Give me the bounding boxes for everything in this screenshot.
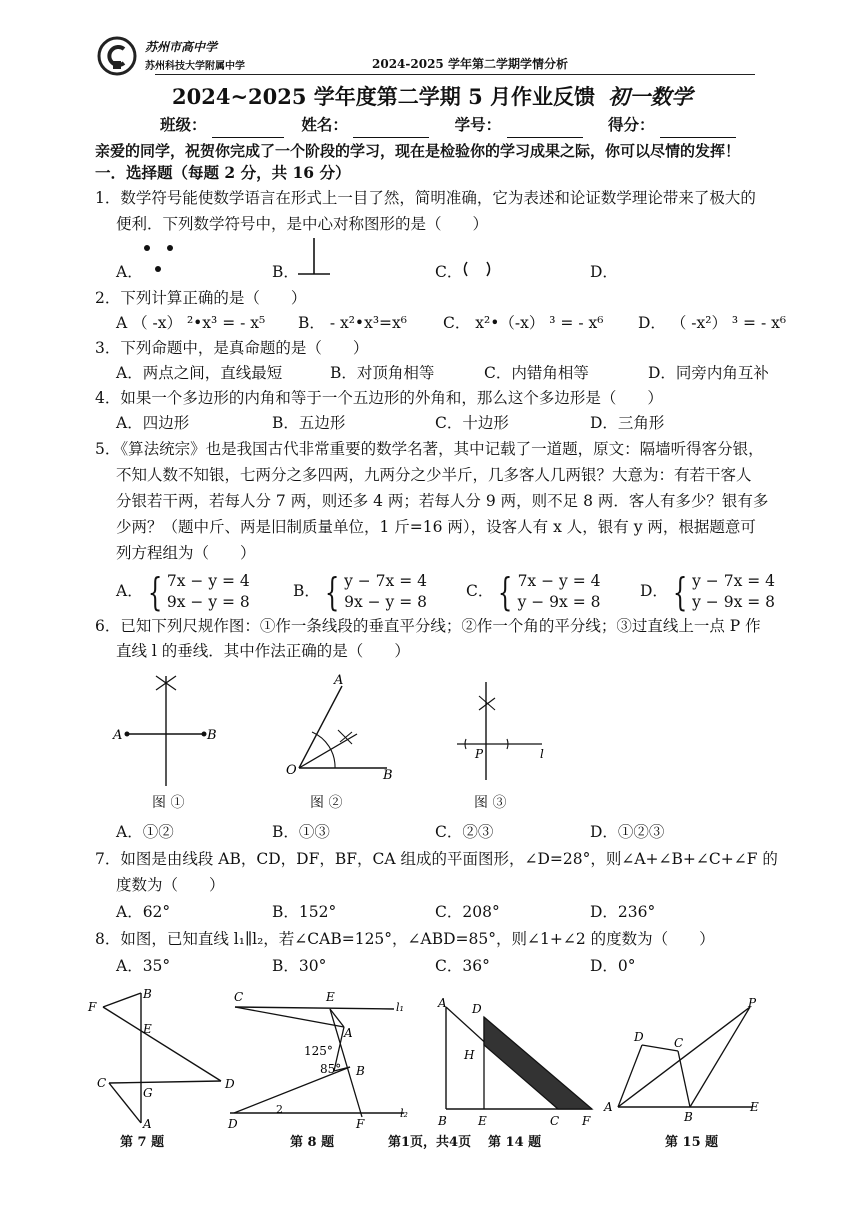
- q7-option-c[interactable]: C．208°: [435, 903, 500, 921]
- svg-text:A: A: [604, 1100, 613, 1114]
- q6-fig2-caption: 图 ②: [310, 795, 343, 811]
- q5-d-eq2: y − 9x = 8: [692, 593, 776, 611]
- header-rule: [155, 74, 755, 75]
- q3-option-d[interactable]: D．同旁内角互补: [648, 364, 769, 382]
- svg-text:E: E: [143, 1022, 152, 1036]
- q7-option-b[interactable]: B．152°: [272, 903, 337, 921]
- svg-text:B: B: [383, 768, 393, 783]
- q5-stem-2: 不知人数不知银，七两分之多四两，九两分之少半斤，几多客人几两银？大意为：有若干客人: [116, 466, 752, 484]
- q5-stem-4: 少两？（题中斤、两是旧制质量单位，1 斤=16 两），设客人有 x 人，银有 y 两，根据题意可: [116, 518, 756, 536]
- svg-text:O: O: [286, 763, 297, 778]
- svg-text:B: B: [438, 1114, 447, 1128]
- q7-option-a[interactable]: A．62°: [116, 903, 171, 921]
- q6-figure-3: [452, 668, 562, 793]
- svg-text:E: E: [750, 1100, 759, 1114]
- q2-stem: 2．下列计算正确的是（ ）: [95, 289, 307, 307]
- svg-text:l₂: l₂: [400, 1107, 408, 1120]
- figure-q15: [600, 995, 770, 1130]
- running-title: 2024-2025 学年第二学期学情分析: [372, 57, 568, 71]
- figure-q14-caption: 第 14 题: [488, 1135, 542, 1150]
- q5-stem-3: 分银若干两，若每人分 7 两，则还多 4 两；若每人分 9 两，则不足 8 两．客人有多少？银有多: [116, 492, 769, 510]
- class-label: 班级：: [160, 115, 207, 134]
- q5-a-label: A．: [116, 582, 143, 600]
- q3-stem: 3．下列命题中，是真命题的是（ ）: [95, 339, 369, 357]
- q1-option-b[interactable]: B．: [272, 263, 299, 281]
- q1-option-a[interactable]: A．: [116, 263, 143, 281]
- q1-stem-2: 便利．下列数学符号中，是中心对称图形的是（ ）: [116, 215, 489, 233]
- q7-option-d[interactable]: D．236°: [590, 903, 656, 921]
- student-fields: [160, 112, 736, 138]
- page-number: 第1页，共4页: [388, 1135, 472, 1150]
- svg-text:2: 2: [276, 1103, 283, 1116]
- svg-text:E: E: [326, 990, 335, 1004]
- svg-text:A: A: [334, 673, 344, 688]
- q6-option-a[interactable]: A．①②: [116, 823, 174, 841]
- svg-text:B: B: [143, 987, 152, 1001]
- figure-q14: [432, 993, 602, 1133]
- svg-text:H: H: [464, 1048, 475, 1062]
- svg-text:85°: 85°: [320, 1062, 342, 1076]
- svg-text:A: A: [438, 996, 447, 1010]
- q3-option-a[interactable]: A．两点之间，直线最短: [116, 364, 283, 382]
- q8-option-c[interactable]: C．36°: [435, 957, 490, 975]
- svg-text:B: B: [356, 1064, 365, 1078]
- svg-text:A: A: [344, 1026, 353, 1040]
- q4-option-b[interactable]: B．五边形: [272, 414, 346, 432]
- subject-text: 初一数学: [608, 84, 693, 109]
- q2-option-c[interactable]: C． x²•（-x） ³ = - x⁶: [443, 314, 604, 332]
- class-field[interactable]: [212, 119, 284, 138]
- q8-stem: 8．如图，已知直线 l₁∥l₂，若∠CAB=125°，∠ABD=85°，则∠1+∠2 的度数为（ ）: [95, 930, 715, 948]
- q6-fig3-caption: 图 ③: [474, 795, 507, 811]
- q4-option-c[interactable]: C．十边形: [435, 414, 509, 432]
- q6-option-c[interactable]: C．②③: [435, 823, 494, 841]
- q4-option-a[interactable]: A．四边形: [116, 414, 190, 432]
- q5-option-b[interactable]: B． { y − 7x = 4 9x − y = 8: [293, 570, 427, 614]
- figure-q8-caption: 第 8 题: [290, 1135, 335, 1150]
- q4-stem: 4．如果一个多边形的内角和等于一个五边形的外角和，那么这个多边形是（ ）: [95, 389, 663, 407]
- school-name: 苏州市高中学: [145, 40, 218, 54]
- figure-q7-caption: 第 7 题: [120, 1135, 165, 1150]
- q5-c-label: C．: [466, 582, 494, 600]
- q6-stem-1: 6．已知下列尺规作图：①作一条线段的垂直平分线；②作一个角的平分线；③过直线上一点 P 作: [95, 617, 761, 635]
- q2-option-d[interactable]: D． （ -x²） ³ = - x⁶: [638, 314, 787, 332]
- q5-stem-1: 5．《算法统宗》也是我国古代非常重要的数学名著，其中记载了一道题，原文：隔墙听得客分银，: [95, 440, 764, 458]
- svg-text:G: G: [143, 1086, 153, 1100]
- svg-text:P: P: [475, 747, 484, 761]
- svg-text:l₁: l₁: [396, 1001, 404, 1014]
- q8-option-a[interactable]: A．35°: [116, 957, 171, 975]
- q6-figure-2: [282, 668, 402, 793]
- school-logo: [97, 36, 137, 76]
- figure-q15-caption: 第 15 题: [665, 1135, 719, 1150]
- q5-a-eq2: 9x − y = 8: [166, 593, 250, 611]
- q8-option-b[interactable]: B．30°: [272, 957, 327, 975]
- q5-stem-5: 列方程组为（ ）: [116, 544, 256, 562]
- q6-option-b[interactable]: B．①③: [272, 823, 330, 841]
- svg-text:A: A: [113, 728, 123, 743]
- q1-option-c[interactable]: C．: [435, 263, 463, 281]
- svg-text:D: D: [228, 1117, 238, 1131]
- q2-option-b[interactable]: B． - x²•x³=x⁶: [298, 314, 407, 332]
- q5-option-d[interactable]: D． { y − 7x = 4 y − 9x = 8: [640, 570, 776, 614]
- perpendicular-symbol-icon: [294, 236, 334, 278]
- svg-text:F: F: [582, 1114, 591, 1128]
- svg-text:125°: 125°: [304, 1044, 333, 1058]
- q6-stem-2: 直线 l 的垂线．其中作法正确的是（ ）: [116, 642, 410, 660]
- page-title: [172, 82, 692, 112]
- intro-text: 亲爱的同学，祝贺你完成了一个阶段的学习，现在是检验你的学习成果之际，你可以尽情的发挥！: [95, 142, 741, 160]
- q8-option-d[interactable]: D．0°: [590, 957, 636, 975]
- q3-option-c[interactable]: C．内错角相等: [484, 364, 589, 382]
- svg-text:F: F: [88, 1000, 97, 1014]
- q5-b-label: B．: [293, 582, 320, 600]
- q5-c-eq1: 7x − y = 4: [517, 572, 601, 590]
- therefore-symbol-icon: [138, 240, 178, 276]
- name-label: 姓名：: [301, 115, 348, 134]
- q5-d-eq1: y − 7x = 4: [692, 572, 776, 590]
- score-label: 得分：: [607, 115, 655, 134]
- q5-a-eq1: 7x − y = 4: [166, 572, 250, 590]
- q3-option-b[interactable]: B．对顶角相等: [330, 364, 435, 382]
- svg-text:D: D: [225, 1077, 235, 1091]
- q1-stem-1: 1．数学符号能使数学语言在形式上一目了然，简明准确，它为表述和论证数学理论带来了极大的: [95, 189, 756, 207]
- svg-text:A: A: [143, 1117, 152, 1130]
- name-field[interactable]: [353, 119, 429, 138]
- svg-text:C: C: [234, 990, 244, 1004]
- q7-stem-2: 度数为（ ）: [116, 876, 225, 894]
- svg-text:F: F: [356, 1117, 365, 1131]
- svg-text:C: C: [550, 1114, 560, 1128]
- q7-stem-1: 7．如图是由线段 AB，CD，DF，BF，CA 组成的平面图形，∠D=28°，则∠A+∠B+∠C+∠F 的: [95, 850, 778, 868]
- school-subname: 苏州科技大学附属中学: [145, 61, 245, 72]
- svg-text:D: D: [634, 1030, 644, 1044]
- q1-option-d[interactable]: D．: [590, 263, 618, 281]
- section-heading: 一．选择题（每题 2 分，共 16 分）: [95, 163, 351, 182]
- figure-q8: [222, 985, 422, 1135]
- q4-option-d[interactable]: D．三角形: [590, 414, 665, 432]
- q6-fig1-caption: 图 ①: [152, 795, 185, 811]
- q5-d-label: D．: [640, 582, 668, 600]
- svg-text:C: C: [97, 1076, 107, 1090]
- svg-text:C: C: [674, 1036, 684, 1050]
- svg-text:l: l: [540, 747, 544, 761]
- score-field[interactable]: [660, 119, 736, 138]
- q5-c-eq2: y − 9x = 8: [517, 593, 601, 611]
- q6-option-d[interactable]: D．①②③: [590, 823, 665, 841]
- title-text: 2024~2025 学年度第二学期 5 月作业反馈: [172, 84, 596, 109]
- q5-b-eq2: 9x − y = 8: [344, 593, 427, 611]
- svg-text:E: E: [478, 1114, 487, 1128]
- svg-text:B: B: [207, 728, 217, 743]
- q6-figure-1: [110, 668, 220, 793]
- parentheses-symbol-icon: [459, 259, 495, 279]
- q2-option-a[interactable]: A （ -x） ²•x³ = - x⁵: [116, 314, 266, 332]
- svg-text:D: D: [472, 1002, 482, 1016]
- number-label: 学号：: [454, 115, 502, 134]
- q5-b-eq1: y − 7x = 4: [344, 572, 427, 590]
- q5-option-a[interactable]: A． { 7x − y = 4 9x − y = 8: [116, 570, 250, 614]
- svg-text:P: P: [748, 996, 757, 1010]
- figure-q7: [85, 985, 245, 1130]
- q5-option-c[interactable]: C． { 7x − y = 4 y − 9x = 8: [466, 570, 601, 614]
- svg-text:B: B: [684, 1110, 693, 1124]
- number-field[interactable]: [507, 119, 583, 138]
